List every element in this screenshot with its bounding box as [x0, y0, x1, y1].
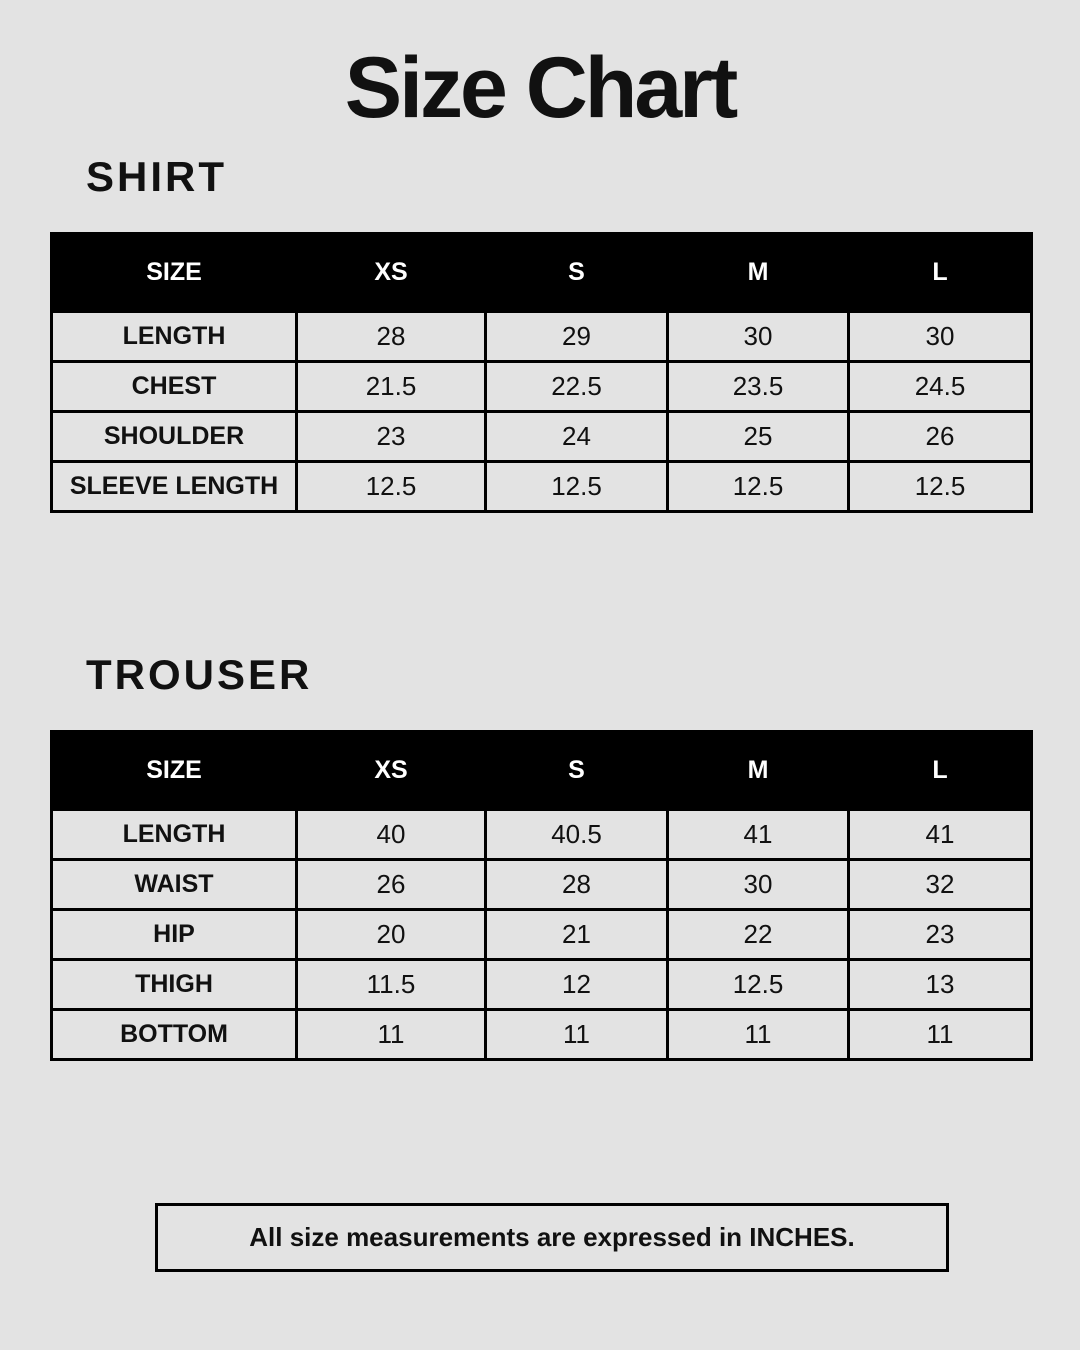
header-cell-m: M — [668, 234, 849, 312]
table-cell: 20 — [297, 910, 486, 960]
row-label-length: LENGTH — [52, 312, 297, 362]
row-label-waist: WAIST — [52, 860, 297, 910]
row-label-bottom: BOTTOM — [52, 1010, 297, 1060]
table-cell: 12.5 — [668, 462, 849, 512]
row-label-shoulder: SHOULDER — [52, 412, 297, 462]
table-cell: 21 — [486, 910, 668, 960]
measurement-note-text: All size measurements are expressed in INCHES. — [249, 1222, 855, 1252]
table-header-row — [52, 732, 1032, 810]
measurement-note — [155, 1203, 949, 1272]
table-cell: 23 — [297, 412, 486, 462]
trouser-size-table — [50, 730, 1033, 1061]
table-cell: 12.5 — [486, 462, 668, 512]
table-cell: 30 — [668, 312, 849, 362]
table-header-row — [52, 234, 1032, 312]
table-cell: 26 — [297, 860, 486, 910]
table-cell: 22 — [668, 910, 849, 960]
shirt-size-table — [50, 232, 1033, 513]
header-cell-s: S — [486, 732, 668, 810]
table-cell: 21.5 — [297, 362, 486, 412]
table-cell: 11 — [668, 1010, 849, 1060]
header-cell-xs: XS — [297, 732, 486, 810]
table-cell: 30 — [849, 312, 1032, 362]
table-cell: 24.5 — [849, 362, 1032, 412]
table-cell: 11 — [297, 1010, 486, 1060]
table-row — [52, 462, 1032, 512]
table-row — [52, 1010, 1032, 1060]
header-cell-size: SIZE — [52, 234, 297, 312]
table-cell: 11 — [849, 1010, 1032, 1060]
table-cell: 28 — [297, 312, 486, 362]
table-cell: 40 — [297, 810, 486, 860]
table-cell: 29 — [486, 312, 668, 362]
table-cell: 41 — [668, 810, 849, 860]
table-cell: 23.5 — [668, 362, 849, 412]
table-cell: 32 — [849, 860, 1032, 910]
table-cell: 11.5 — [297, 960, 486, 1010]
table-row — [52, 860, 1032, 910]
table-row — [52, 810, 1032, 860]
table-row — [52, 960, 1032, 1010]
page-title: Size Chart — [344, 40, 736, 136]
row-label-thigh: THIGH — [52, 960, 297, 1010]
shirt-section-title: SHIRT — [86, 153, 227, 200]
table-row — [52, 412, 1032, 462]
table-cell: 12 — [486, 960, 668, 1010]
table-cell: 12.5 — [297, 462, 486, 512]
table-cell: 22.5 — [486, 362, 668, 412]
table-cell: 23 — [849, 910, 1032, 960]
header-cell-m: M — [668, 732, 849, 810]
trouser-section-title: TROUSER — [86, 651, 313, 698]
row-label-length: LENGTH — [52, 810, 297, 860]
header-cell-l: L — [849, 234, 1032, 312]
row-label-chest: CHEST — [52, 362, 297, 412]
table-cell: 26 — [849, 412, 1032, 462]
header-cell-size: SIZE — [52, 732, 297, 810]
table-cell: 28 — [486, 860, 668, 910]
row-label-sleeve-length: SLEEVE LENGTH — [52, 462, 297, 512]
table-cell: 11 — [486, 1010, 668, 1060]
header-cell-xs: XS — [297, 234, 486, 312]
table-cell: 13 — [849, 960, 1032, 1010]
table-cell: 41 — [849, 810, 1032, 860]
row-label-hip: HIP — [52, 910, 297, 960]
table-cell: 25 — [668, 412, 849, 462]
header-cell-s: S — [486, 234, 668, 312]
table-cell: 12.5 — [849, 462, 1032, 512]
table-row — [52, 312, 1032, 362]
header-cell-l: L — [849, 732, 1032, 810]
table-cell: 12.5 — [668, 960, 849, 1010]
table-cell: 40.5 — [486, 810, 668, 860]
table-row — [52, 362, 1032, 412]
table-cell: 30 — [668, 860, 849, 910]
table-cell: 24 — [486, 412, 668, 462]
table-row — [52, 910, 1032, 960]
